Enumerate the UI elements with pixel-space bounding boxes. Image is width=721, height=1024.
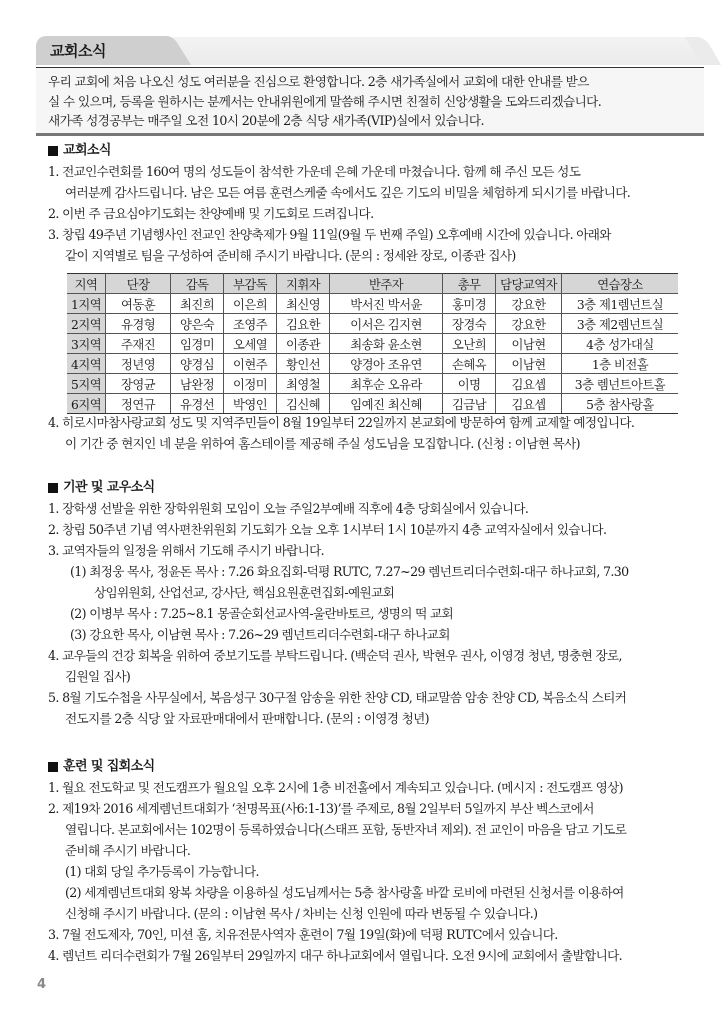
training-item-3: 3. 7월 전도제자, 70인, 미션 홈, 치유전문사역자 훈련이 7월 19일(화)에 덕평 RUTC에서 있습니다. — [48, 927, 558, 942]
cell: 정연규 — [106, 394, 171, 414]
cell: 양경아 조유연 — [330, 354, 443, 374]
institution-news-section — [48, 478, 708, 729]
institution-subitem-1-cont: 상임위원회, 산업선교, 강사단, 핵심요원훈련집회-예원교회 — [94, 585, 395, 600]
page-number: 4 — [37, 977, 47, 992]
training-item-2-cont: 열립니다. 본교회에서는 102명이 등록하였습니다(스태프 포함, 동반자녀 제외). 전 교인이 마음을 담고 기도로 — [65, 822, 627, 837]
table-row — [67, 354, 678, 374]
cell: 이명 — [443, 374, 496, 394]
welcome-line: 우리 교회에 처음 나오신 성도 여러분을 진심으로 환영합니다. 2층 새가족실에서 교회에 대한 안내를 받으 — [48, 74, 589, 89]
cell: 주재진 — [106, 334, 171, 354]
welcome-box — [36, 67, 704, 136]
cell: 정년영 — [106, 354, 171, 374]
cell: 4층 성가대실 — [562, 334, 679, 354]
cell: 3지역 — [67, 334, 106, 354]
cell: 최진희 — [171, 294, 224, 314]
training-news-section — [48, 757, 708, 966]
institution-item-4: 4. 교우들의 건강 회복을 위하여 중보기도를 부탁드립니다. (백순덕 권사, 박현우 권사, 이영경 청년, 명충현 장로, — [48, 648, 622, 663]
page-title: 교회소식 — [50, 42, 106, 60]
cell: 황인선 — [277, 354, 330, 374]
church-news-continued — [48, 412, 708, 454]
col-header: 반주자 — [330, 274, 443, 294]
cell: 유경선 — [171, 394, 224, 414]
cell: 4지역 — [67, 354, 106, 374]
cell: 2지역 — [67, 314, 106, 334]
institution-item-5-cont: 전도지를 2층 식당 앞 자료판매대에서 판매합니다. (문의 : 이영경 청년) — [65, 711, 429, 726]
training-item-2-cont: 준비해 주시기 바랍니다. — [65, 843, 191, 858]
cell: 김금남 — [443, 394, 496, 414]
cell: 3층 제1렘넌트실 — [562, 294, 679, 314]
news-item-1: 1. 전교인수련회를 160여 명의 성도들이 참석한 가운데 은혜 가운데 마쳤습니다. 함께 해 주신 모든 성도 — [48, 164, 581, 179]
training-subitem-2-cont: 신청해 주시기 바랍니다. (문의 : 이남현 목사 / 차비는 신청 인원에 따라 변동될 수 있습니다.) — [65, 906, 538, 921]
cell: 이서은 김지현 — [330, 314, 443, 334]
cell: 김요한 — [277, 314, 330, 334]
cell: 조영주 — [224, 314, 277, 334]
cell: 이현주 — [224, 354, 277, 374]
church-news-section — [48, 141, 708, 266]
institution-item-5: 5. 8월 기도수첩을 사무실에서, 복음성구 30구절 암송을 위한 찬양 CD, 태교말씀 암송 찬양 CD, 복음소식 스티커 — [48, 690, 627, 705]
col-header: 지휘자 — [277, 274, 330, 294]
cell: 최신영 — [277, 294, 330, 314]
cell: 강요한 — [496, 294, 562, 314]
training-subitem-1: (1) 대회 당일 추가등록이 가능합니다. — [65, 864, 259, 879]
welcome-line: 실 수 있으며, 등록을 원하시는 분께서는 안내위원에게 말씀해 주시면 친절히 신앙생활을 도와드리겠습니다. — [48, 93, 602, 109]
cell: 장경숙 — [443, 314, 496, 334]
cell: 3층 렘넌트아트홀 — [562, 374, 679, 394]
cell: 박서진 박서윤 — [330, 294, 443, 314]
institution-subitem-3: (3) 강요한 목사, 이남현 목사 : 7.26~29 렘넌트리더수련회-대구 하나교회 — [70, 627, 450, 642]
cell: 이남현 — [496, 334, 562, 354]
cell: 1지역 — [67, 294, 106, 314]
institution-subitem-1: (1) 최정웅 목사, 정윤돈 목사 : 7.26 화요집회-덕평 RUTC, 7.27~29 렘넌트리더수련회-대구 하나교회, 7.30 — [70, 564, 629, 579]
col-header: 단장 — [106, 274, 171, 294]
cell: 5층 참사랑홀 — [562, 394, 679, 414]
col-header: 부감독 — [224, 274, 277, 294]
cell: 장영균 — [106, 374, 171, 394]
choir-roster-table — [67, 273, 678, 414]
cell: 이종관 — [277, 334, 330, 354]
section-heading-text: 훈련 및 집회소식 — [63, 759, 155, 774]
cell: 양경심 — [171, 354, 224, 374]
news-item-3-cont: 같이 지역별로 팀을 구성하여 준비해 주시기 바랍니다. (문의 : 정세완 장로, 이종관 집사) — [65, 248, 516, 263]
cell: 이정미 — [224, 374, 277, 394]
cell: 여동훈 — [106, 294, 171, 314]
col-header: 연습장소 — [562, 274, 679, 294]
square-bullet-icon — [48, 483, 58, 493]
news-item-3: 3. 창립 49주년 기념행사인 전교인 찬양축제가 9월 11일(9월 두 번째 주일) 오후예배 시간에 있습니다. 아래와 — [48, 227, 611, 242]
cell: 홍미경 — [443, 294, 496, 314]
cell: 이은희 — [224, 294, 277, 314]
square-bullet-icon — [48, 762, 58, 772]
cell: 최후순 오유라 — [330, 374, 443, 394]
cell: 이남현 — [496, 354, 562, 374]
section-heading — [48, 478, 708, 498]
table-row — [67, 294, 678, 314]
institution-item-4-cont: 김원일 집사) — [65, 669, 131, 684]
cell: 최송화 윤소현 — [330, 334, 443, 354]
col-header: 담당교역자 — [496, 274, 562, 294]
col-header: 총무 — [443, 274, 496, 294]
institution-subitem-2: (2) 이병부 목사 : 7.25~8.1 몽골순회선교사역-울란바토르, 생명의 떡 교회 — [70, 606, 454, 621]
cell: 최영철 — [277, 374, 330, 394]
institution-item-3: 3. 교역자들의 일정을 위해서 기도해 주시기 바랍니다. — [48, 543, 325, 558]
cell: 오세열 — [224, 334, 277, 354]
welcome-line: 새가족 성경공부는 매주일 오전 10시 20분에 2층 식당 새가족(VIP)실에서 있습니다. — [48, 113, 484, 128]
cell: 3층 제2렘넌트실 — [562, 314, 679, 334]
table-row — [67, 374, 678, 394]
cell: 오난희 — [443, 334, 496, 354]
training-subitem-2: (2) 세계렘넌트대회 왕복 차량을 이용하실 성도님께서는 5층 참사랑홀 바깥 로비에 마련된 신청서를 이용하여 — [65, 885, 624, 900]
cell: 손혜옥 — [443, 354, 496, 374]
cell: 김요셉 — [496, 394, 562, 414]
cell: 양은숙 — [171, 314, 224, 334]
section-heading-text: 기관 및 교우소식 — [63, 480, 155, 495]
cell: 1층 비전홀 — [562, 354, 679, 374]
col-header: 감독 — [171, 274, 224, 294]
cell: 5지역 — [67, 374, 106, 394]
col-header: 지역 — [67, 274, 106, 294]
cell: 강요한 — [496, 314, 562, 334]
cell: 남완정 — [171, 374, 224, 394]
news-item-2: 2. 이번 주 금요심야기도회는 찬양예배 및 기도회로 드려집니다. — [48, 206, 374, 221]
section-heading-text: 교회소식 — [63, 143, 111, 158]
training-item-2: 2. 제19차 2016 세계렘넌트대회가 ‘천명목표(사6:1-13)’를 주제로, 8월 2일부터 5일까지 부산 벡스코에서 — [48, 801, 594, 816]
cell: 유경형 — [106, 314, 171, 334]
cell: 6지역 — [67, 394, 106, 414]
square-bullet-icon — [48, 146, 58, 156]
section-heading — [48, 141, 708, 161]
cell: 박영인 — [224, 394, 277, 414]
news-item-4: 4. 히로시마참사랑교회 성도 및 지역주민들이 8월 19일부터 22일까지 본교회에 방문하여 함께 교제할 예정입니다. — [48, 415, 635, 430]
table-row — [67, 334, 678, 354]
cell: 임예진 최신혜 — [330, 394, 443, 414]
cell: 임경미 — [171, 334, 224, 354]
institution-item-2: 2. 창립 50주년 기념 역사편찬위원회 기도회가 오늘 오후 1시부터 1시 10분까지 4층 교역자실에서 있습니다. — [48, 522, 607, 537]
training-item-1: 1. 월요 전도학교 및 전도캠프가 월요일 오후 2시에 1층 비전홀에서 계속되고 있습니다. (메시지 : 전도캠프 영상) — [48, 780, 623, 795]
news-item-4-cont: 이 기간 중 현지인 네 분을 위하여 홈스테이를 제공해 주실 성도님을 모집합니다. (신청 : 이남현 목사) — [65, 436, 580, 451]
cell: 김신혜 — [277, 394, 330, 414]
cell: 김요셉 — [496, 374, 562, 394]
table-row — [67, 314, 678, 334]
table-header-row — [67, 274, 678, 294]
section-heading — [48, 757, 708, 777]
institution-item-1: 1. 장학생 선발을 위한 장학위원회 모임이 오늘 주일2부예배 직후에 4층 당회실에서 있습니다. — [48, 501, 529, 516]
training-item-4: 4. 렘넌트 리더수련회가 7월 26일부터 29일까지 대구 하나교회에서 열립니다. 오전 9시에 교회에서 출발합니다. — [48, 948, 622, 963]
table-row — [67, 394, 678, 414]
news-item-1-cont: 여러분께 감사드립니다. 남은 모든 여름 훈련스케줄 속에서도 깊은 기도의 비밀을 체험하게 되시기를 바랍니다. — [65, 185, 631, 200]
